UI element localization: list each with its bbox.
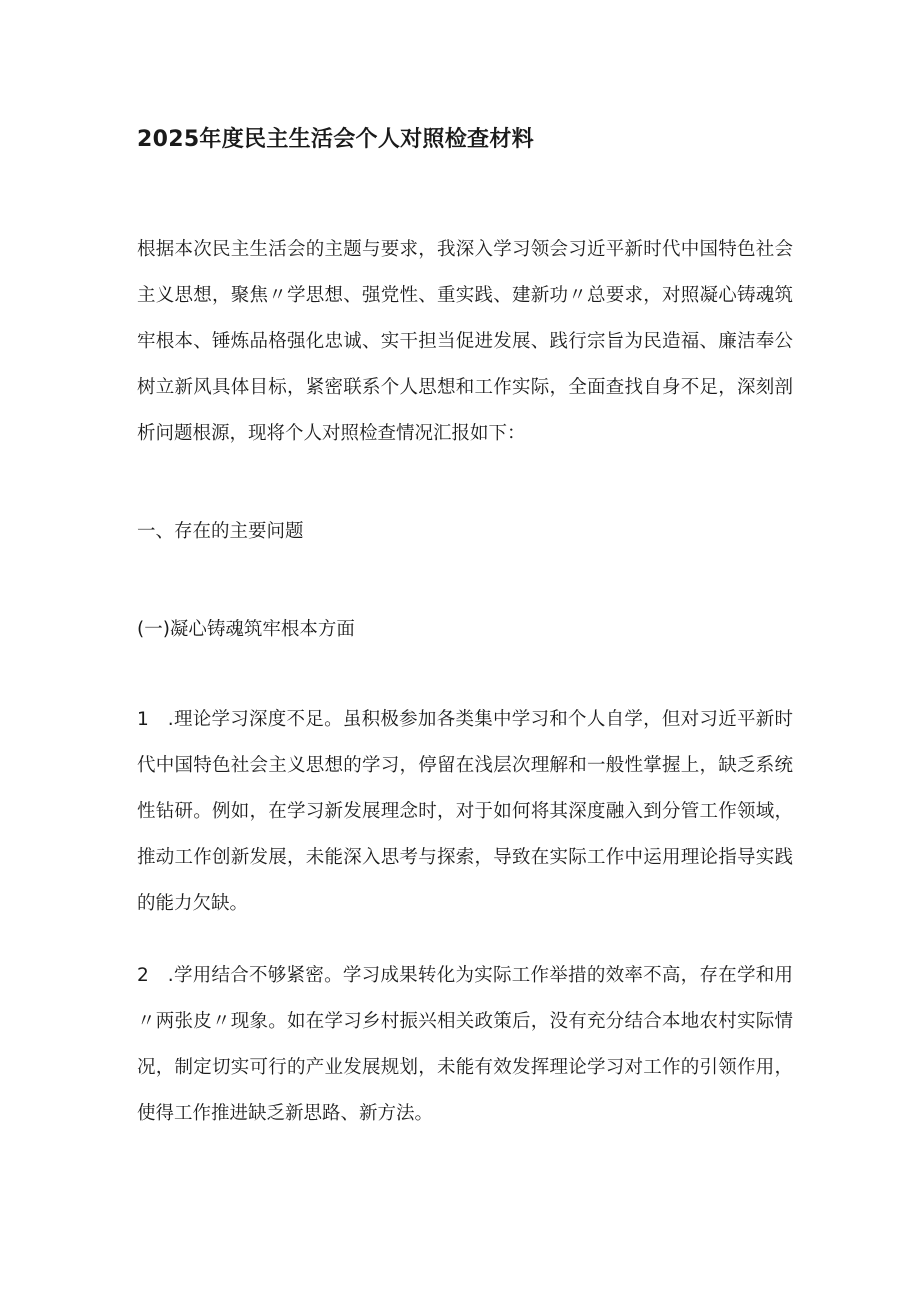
document-title: 2025年度民主生活会个人对照检查材料 xyxy=(137,127,534,152)
subsection-heading-1: (一)凝心铸魂筑牢根本方面 xyxy=(137,619,355,640)
section-heading-main-problems: 一、存在的主要问题 xyxy=(137,521,304,542)
problem-item-2: 2 .学用结合不够紧密。学习成果转化为实际工作举措的效率不高，存在学和用〃两张皮〃现象。如在学习乡村振兴相关政策后，没有充分结合本地农村实际情况，制定切实可行的产业发展规划，未能有效发挥理论学习对工作的引领作用，使得工作推进缺乏新思路、新方法。 xyxy=(137,965,793,1124)
intro-paragraph: 根据本次民主生活会的主题与要求，我深入学习领会习近平新时代中国特色社会主义思想，聚焦〃学思想、强党性、重实践、建新功〃总要求，对照凝心铸魂筑牢根本、锤炼品格强化忠诚、实干担当促进发展、践行宗旨为民造福、廉洁奉公树立新风具体目标，紧密联系个人思想和工作实际，全面查找自身不足，深刻剖析问题根源，现将个人对照检查情况汇报如下： xyxy=(137,239,793,444)
problem-item-1: 1 .理论学习深度不足。虽积极参加各类集中学习和个人自学，但对习近平新时代中国特色社会主义思想的学习，停留在浅层次理解和一般性掌握上，缺乏系统性钻研。例如，在学习新发展理念时，对于如何将其深度融入到分管工作领域，推动工作创新发展，未能深入思考与探索，导致在实际工作中运用理论指导实践的能力欠缺。 xyxy=(137,709,793,914)
